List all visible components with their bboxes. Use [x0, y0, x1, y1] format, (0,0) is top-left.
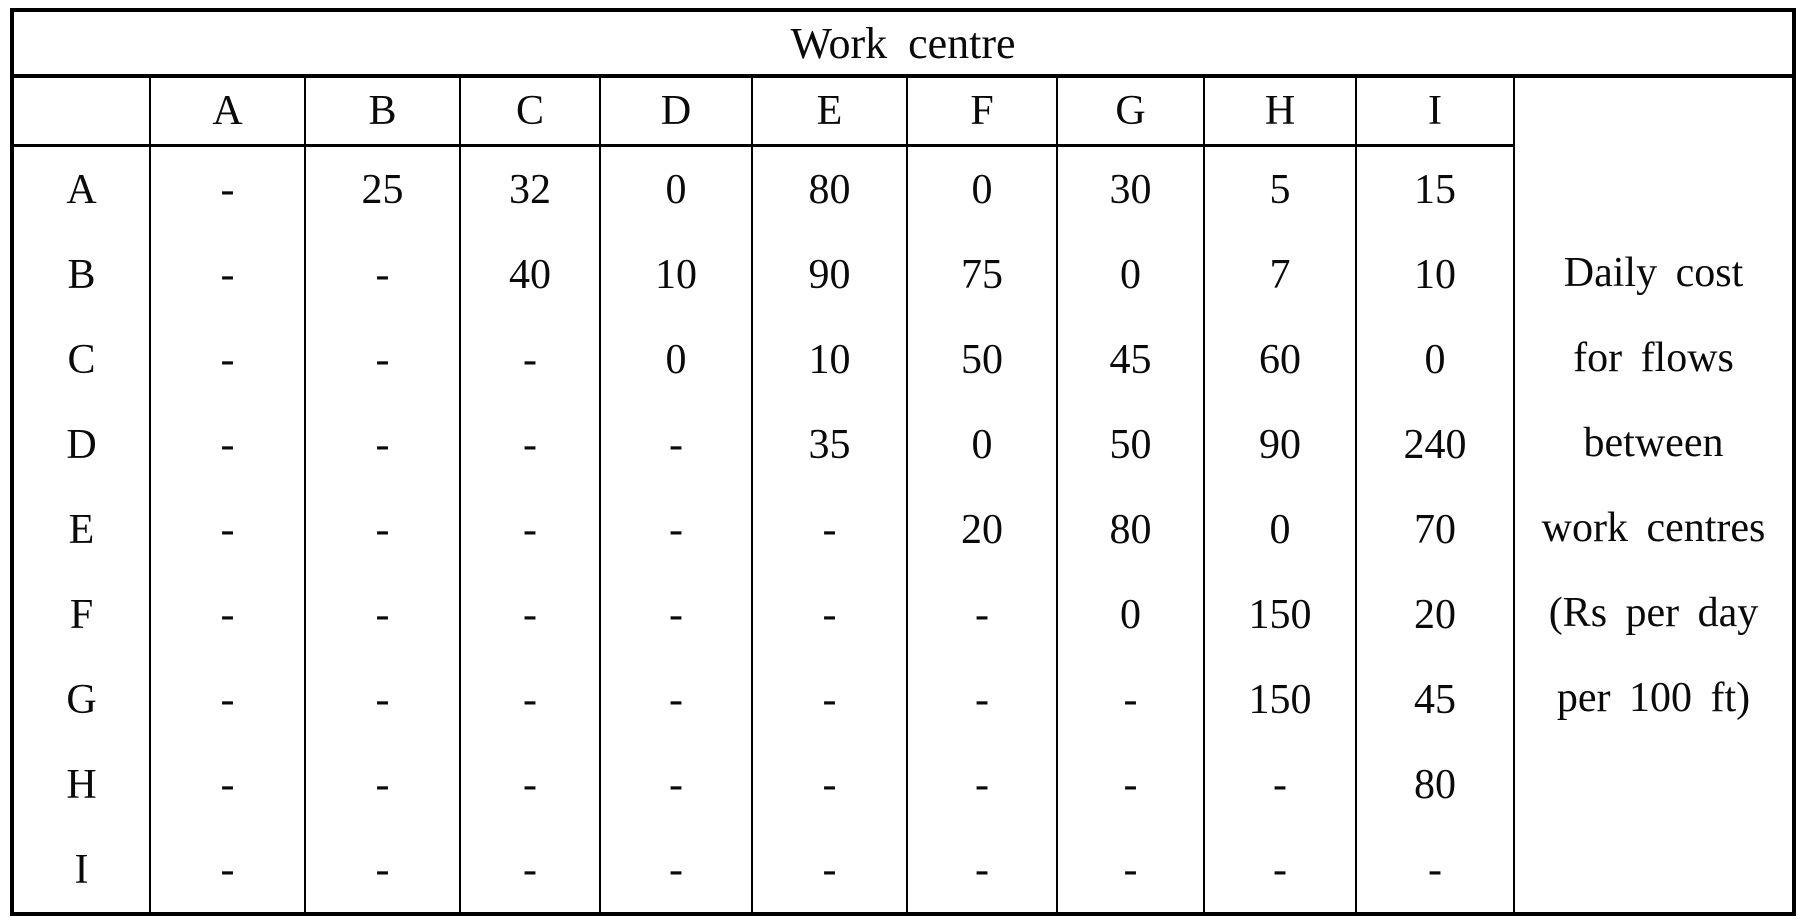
cost-cell: - — [752, 487, 907, 572]
header-row — [12, 76, 1794, 146]
cost-cell: - — [305, 657, 460, 742]
cost-cell: 50 — [1057, 402, 1204, 487]
cost-cell: - — [460, 572, 600, 657]
cost-cell: 75 — [907, 232, 1057, 317]
cost-cell: - — [305, 402, 460, 487]
row-label: E — [68, 506, 95, 553]
cost-cell: - — [752, 827, 907, 914]
cost-cell: - — [1057, 827, 1204, 914]
cost-cell: - — [600, 487, 752, 572]
cost-cell: - — [907, 657, 1057, 742]
cost-cell: 40 — [460, 232, 600, 317]
cost-cell: - — [600, 572, 752, 657]
cost-cell: - — [150, 742, 305, 827]
cost-cell: 10 — [1356, 232, 1514, 317]
cost-cell: - — [460, 487, 600, 572]
title-row — [12, 10, 1794, 76]
cost-cell: - — [150, 827, 305, 914]
cost-cell: 150 — [1204, 657, 1356, 742]
cost-cell: 60 — [1204, 317, 1356, 402]
cost-cell: - — [1204, 742, 1356, 827]
cost-cell: - — [150, 657, 305, 742]
column-header: D — [600, 76, 752, 146]
cost-cell: - — [600, 657, 752, 742]
cost-cell: 15 — [1356, 146, 1514, 233]
cost-cell: 0 — [600, 146, 752, 233]
column-header: B — [305, 76, 460, 146]
row-label: B — [67, 251, 96, 298]
cost-cell: 30 — [1057, 146, 1204, 233]
cost-cell: - — [305, 572, 460, 657]
cost-cell: - — [150, 317, 305, 402]
cost-cell: 0 — [1057, 232, 1204, 317]
work-centre-cost-table — [10, 8, 1796, 916]
cost-cell: 7 — [1204, 232, 1356, 317]
row-label: H — [66, 761, 97, 808]
column-header: I — [1356, 76, 1514, 146]
cost-cell: - — [460, 317, 600, 402]
cost-cell: - — [752, 657, 907, 742]
cost-cell: - — [150, 487, 305, 572]
cost-cell: - — [150, 402, 305, 487]
cost-cell: 32 — [460, 146, 600, 233]
cost-cell: - — [305, 827, 460, 914]
column-header: H — [1204, 76, 1356, 146]
side-note-line: (Rs per day — [1548, 589, 1759, 636]
cost-cell: 90 — [752, 232, 907, 317]
column-header: A — [150, 76, 305, 146]
cost-cell: - — [305, 742, 460, 827]
cost-cell: 80 — [1356, 742, 1514, 827]
cost-cell: 240 — [1356, 402, 1514, 487]
cost-cell: 50 — [907, 317, 1057, 402]
cost-cell: - — [600, 742, 752, 827]
row-label: A — [66, 166, 97, 213]
cost-cell: - — [460, 657, 600, 742]
cost-cell: 0 — [1204, 487, 1356, 572]
side-note-line: Daily cost — [1563, 249, 1744, 296]
cost-cell: - — [305, 487, 460, 572]
side-note-line: for flows — [1573, 334, 1734, 381]
cost-cell: - — [752, 742, 907, 827]
cost-cell: 10 — [600, 232, 752, 317]
cost-cell: 150 — [1204, 572, 1356, 657]
cost-cell: - — [305, 232, 460, 317]
cost-cell: - — [752, 572, 907, 657]
row-label: G — [66, 676, 97, 723]
side-note-lines — [1515, 230, 1792, 740]
cost-cell: 5 — [1204, 146, 1356, 233]
cost-cell: 0 — [1057, 572, 1204, 657]
cost-cell: 45 — [1356, 657, 1514, 742]
cost-cell: 0 — [907, 402, 1057, 487]
table-title: Work centre — [12, 10, 1794, 76]
cost-cell: - — [1057, 657, 1204, 742]
cost-cell: 0 — [600, 317, 752, 402]
corner-cell — [12, 76, 150, 146]
cost-cell: - — [460, 827, 600, 914]
row-label: C — [67, 336, 96, 383]
row-label: D — [66, 421, 97, 468]
column-header: C — [460, 76, 600, 146]
side-note-line: between — [1583, 419, 1724, 466]
cost-cell: - — [1204, 827, 1356, 914]
cost-cell: 20 — [1356, 572, 1514, 657]
cost-cell: 20 — [907, 487, 1057, 572]
cost-cell: - — [1356, 827, 1514, 914]
cost-cell: 80 — [1057, 487, 1204, 572]
cost-cell: - — [907, 827, 1057, 914]
side-note-cell — [1514, 76, 1794, 914]
cost-cell: 35 — [752, 402, 907, 487]
cost-cell: - — [600, 827, 752, 914]
cost-cell: - — [460, 742, 600, 827]
cost-cell: - — [907, 742, 1057, 827]
cost-cell: - — [150, 572, 305, 657]
cost-cell: 25 — [305, 146, 460, 233]
column-header: E — [752, 76, 907, 146]
cost-cell: 45 — [1057, 317, 1204, 402]
cost-cell: - — [460, 402, 600, 487]
row-label: F — [69, 591, 94, 638]
side-note-line: per 100 ft) — [1556, 674, 1751, 721]
cost-cell: - — [150, 232, 305, 317]
cost-cell: 70 — [1356, 487, 1514, 572]
cost-cell: - — [1057, 742, 1204, 827]
column-header: F — [907, 76, 1057, 146]
cost-cell: 10 — [752, 317, 907, 402]
cost-cell: 0 — [907, 146, 1057, 233]
cost-cell: 0 — [1356, 317, 1514, 402]
cost-cell: - — [305, 317, 460, 402]
cost-cell: 80 — [752, 146, 907, 233]
cost-cell: - — [150, 146, 305, 233]
cost-cell: - — [600, 402, 752, 487]
cost-table-body — [12, 10, 1794, 914]
column-header: G — [1057, 76, 1204, 146]
side-note-line: work centres — [1541, 504, 1766, 551]
cost-cell: - — [907, 572, 1057, 657]
row-label: I — [74, 846, 89, 893]
cost-cell: 90 — [1204, 402, 1356, 487]
